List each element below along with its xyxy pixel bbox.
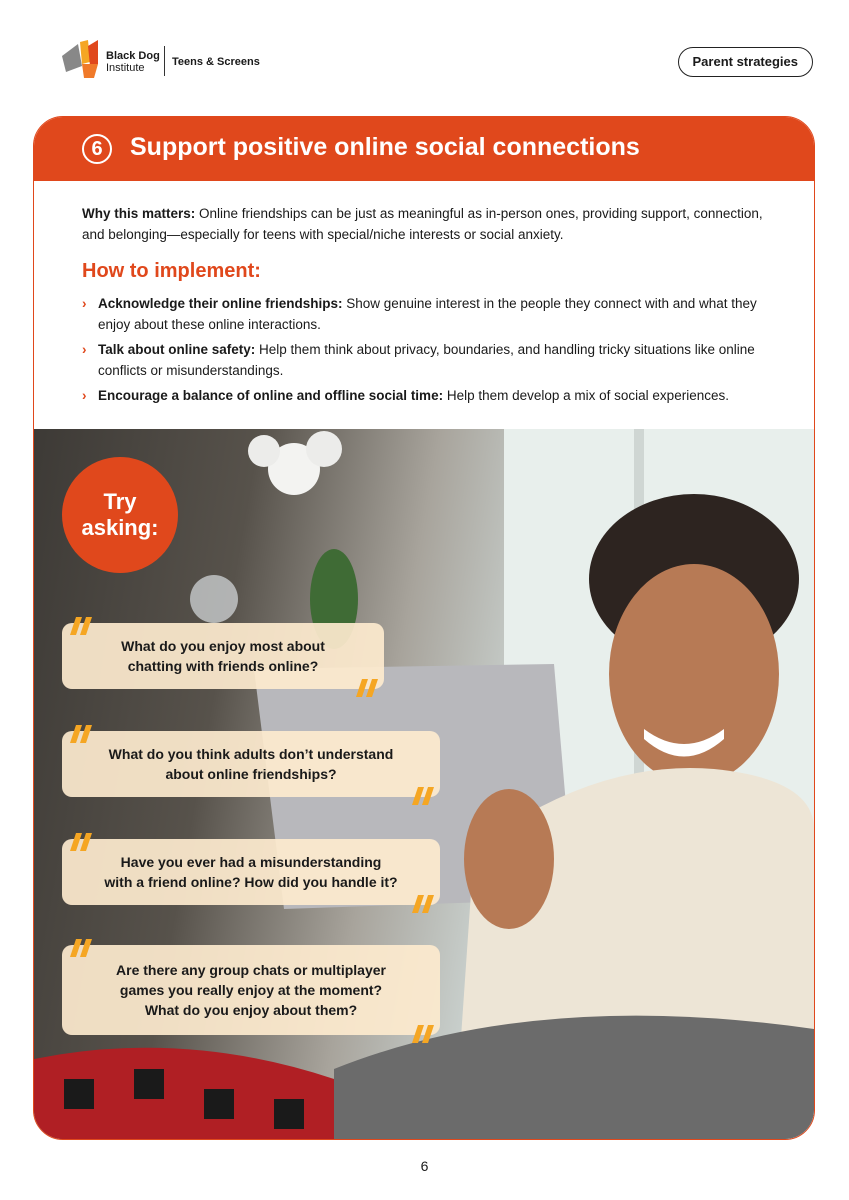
logo-divider [164, 46, 165, 76]
question-bubble [62, 945, 440, 1035]
card-title: Support positive online social connections [130, 133, 640, 161]
question-line: with a friend online? How did you handle it? [104, 874, 398, 890]
org-name-line2: Institute [106, 62, 145, 74]
close-quote-icon [408, 785, 436, 807]
strategy-number: 6 [82, 134, 112, 164]
bullet-bold: Talk about online safety: [98, 342, 256, 357]
question-bubble [62, 839, 440, 905]
question-line: games you really enjoy at the moment? [119, 982, 383, 998]
teen-photo [34, 429, 814, 1139]
open-quote-icon [66, 723, 94, 745]
open-quote-icon [66, 937, 94, 959]
chevron-right-icon: › [82, 342, 87, 357]
card-header [34, 117, 814, 181]
question-bubble [62, 731, 440, 797]
bullet-text: Help them think about privacy, boundaries, and handling tricky situations like online conflicts or misunderstandings. [98, 342, 755, 378]
bullet-bold: Encourage a balance of online and offline social time: [98, 388, 444, 403]
question-line: Have you ever had a misunderstanding [120, 854, 382, 870]
open-quote-icon [66, 831, 94, 853]
dog-hand-icon [58, 38, 104, 80]
close-quote-icon [408, 1023, 436, 1045]
open-quote-icon [66, 615, 94, 637]
bullet-bold: Acknowledge their online friendships: [98, 296, 343, 311]
list-item [82, 293, 782, 335]
list-item [82, 385, 782, 406]
org-name-line1: Black Dog [106, 50, 160, 62]
bullet-text: Show genuine interest in the people they connect with and what they enjoy about these online interactions. [98, 296, 757, 332]
question-line: chatting with friends online? [127, 658, 319, 674]
chevron-right-icon: › [82, 296, 87, 311]
why-label: Why this matters: [82, 206, 196, 221]
page-number: 6 [420, 1158, 429, 1174]
bullet-text: Help them develop a mix of social experiences. [443, 388, 729, 403]
question-bubble [62, 623, 384, 689]
try-line2: asking: [81, 515, 159, 540]
implement-list [82, 293, 782, 410]
question-line: Are there any group chats or multiplayer [116, 962, 386, 978]
org-name [106, 50, 160, 74]
product-name: Teens & Screens [172, 56, 260, 68]
try-asking-badge [62, 457, 178, 573]
chevron-right-icon: › [82, 388, 87, 403]
question-line: What do you think adults don’t understand [108, 746, 394, 762]
question-line: What do you enjoy most about [121, 638, 325, 654]
question-line: about online friendships? [165, 766, 337, 782]
try-line1: Try [103, 489, 137, 514]
list-item [82, 339, 782, 381]
question-line: What do you enjoy about them? [144, 1002, 358, 1018]
why-this-matters [82, 203, 772, 245]
why-text: Online friendships can be just as meaningful as in-person ones, providing support, connection, and belonging—especially for teens with special/niche interests or social anxiety. [82, 206, 763, 242]
close-quote-icon [352, 677, 380, 699]
strategy-card [33, 116, 815, 1140]
how-heading: How to implement: [82, 260, 261, 282]
section-pill: Parent strategies [678, 47, 814, 77]
black-dog-logo [58, 38, 268, 84]
close-quote-icon [408, 893, 436, 915]
